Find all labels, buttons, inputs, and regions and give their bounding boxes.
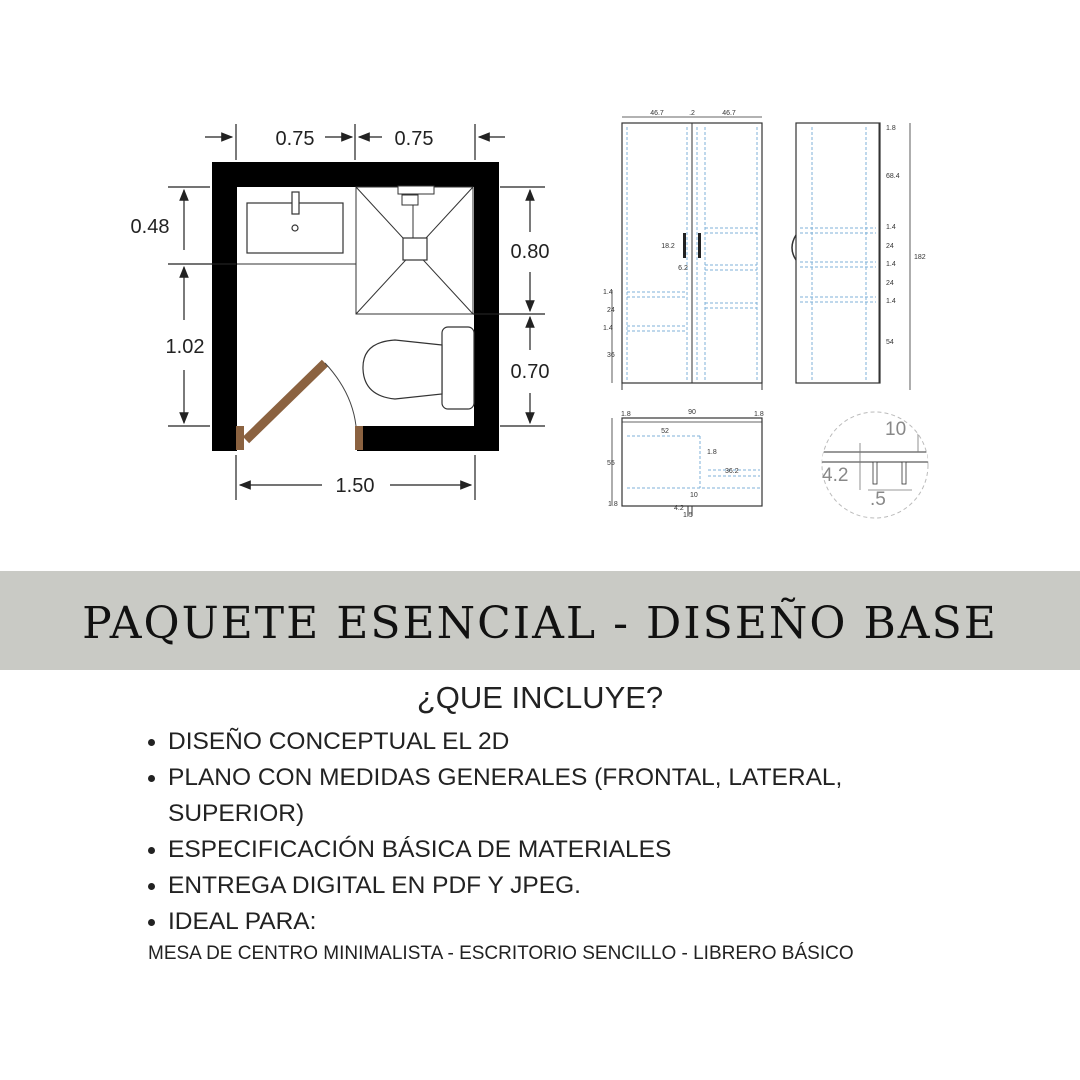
list-item: PLANO CON MEDIDAS GENERALES (FRONTAL, LATERAL, SUPERIOR)	[148, 760, 948, 832]
top-dim-right: 1.8	[754, 411, 764, 418]
cabinet-top-view	[607, 409, 764, 519]
dim-top-right: 0.75	[394, 128, 434, 150]
top-dim-left-bottom: 1.8	[608, 501, 618, 508]
top-dim-foot-h: 10	[690, 492, 698, 499]
front-dim-top-mid: .2	[689, 110, 695, 117]
front-dim-left-b: 24	[607, 307, 615, 314]
cabinet-front-view	[603, 110, 762, 390]
top-dim-depth: 55	[607, 460, 615, 467]
dim-right-lower: 0.70	[510, 361, 550, 383]
banner-title: PAQUETE ESENCIAL - DISEÑO BASE	[82, 598, 998, 649]
dim-top-left: 0.75	[275, 128, 315, 150]
list-item: ENTREGA DIGITAL EN PDF Y JPEG.	[148, 868, 948, 904]
list-item: DISEÑO CONCEPTUAL EL 2D	[148, 724, 948, 760]
list-item: ESPECIFICACIÓN BÁSICA DE MATERIALES	[148, 832, 948, 868]
side-dim-4: 24	[886, 243, 894, 250]
front-dim-top-right: 46.7	[722, 110, 736, 117]
dim-left-upper: 0.48	[130, 216, 170, 238]
detail-dim-c: .5	[870, 489, 886, 510]
detail-dim-b: 4.2	[822, 465, 849, 486]
list-item: IDEAL PARA:	[148, 904, 948, 940]
section-subtitle: ¿QUE INCLUYE?	[416, 680, 664, 715]
front-dim-top-left: 46.7	[650, 110, 664, 117]
top-dim-width: 90	[688, 409, 696, 416]
front-dim-handle-w: 6.2	[678, 265, 688, 272]
top-dim-shelf: 36.2	[725, 468, 739, 475]
cabinet-side-view	[792, 123, 926, 390]
side-dim-6: 24	[886, 280, 894, 287]
ideal-items-text: MESA DE CENTRO MINIMALISTA - ESCRITORIO SENCILLO - LIBRERO BÁSICO	[148, 943, 854, 964]
foot-detail	[815, 412, 940, 518]
side-dim-3: 1.4	[886, 224, 896, 231]
dim-right-upper: 0.80	[510, 241, 550, 263]
side-dim-8: 54	[886, 339, 894, 346]
top-dim-inner: 52	[661, 428, 669, 435]
top-dim-foot-a: 4.2	[674, 505, 684, 512]
front-dim-handle-h: 18.2	[661, 243, 675, 250]
features-list	[148, 724, 948, 940]
side-dim-total: 182	[914, 254, 926, 261]
top-dim-foot-b: 1.5	[683, 512, 693, 519]
side-dim-1: 1.8	[886, 125, 896, 132]
dim-bottom: 1.50	[335, 475, 375, 497]
detail-dim-a: 10	[885, 419, 907, 440]
dim-left-lower: 1.02	[165, 336, 205, 358]
front-dim-left-c: 1.4	[603, 325, 613, 332]
title-banner	[0, 571, 1080, 670]
top-dim-gap: 1.8	[707, 449, 717, 456]
side-dim-2: 68.4	[886, 173, 900, 180]
front-dim-left-d: 36	[607, 352, 615, 359]
front-dim-left-a: 1.4	[603, 289, 613, 296]
side-dim-7: 1.4	[886, 298, 896, 305]
side-dim-5: 1.4	[886, 261, 896, 268]
top-dim-left: 1.8	[621, 411, 631, 418]
